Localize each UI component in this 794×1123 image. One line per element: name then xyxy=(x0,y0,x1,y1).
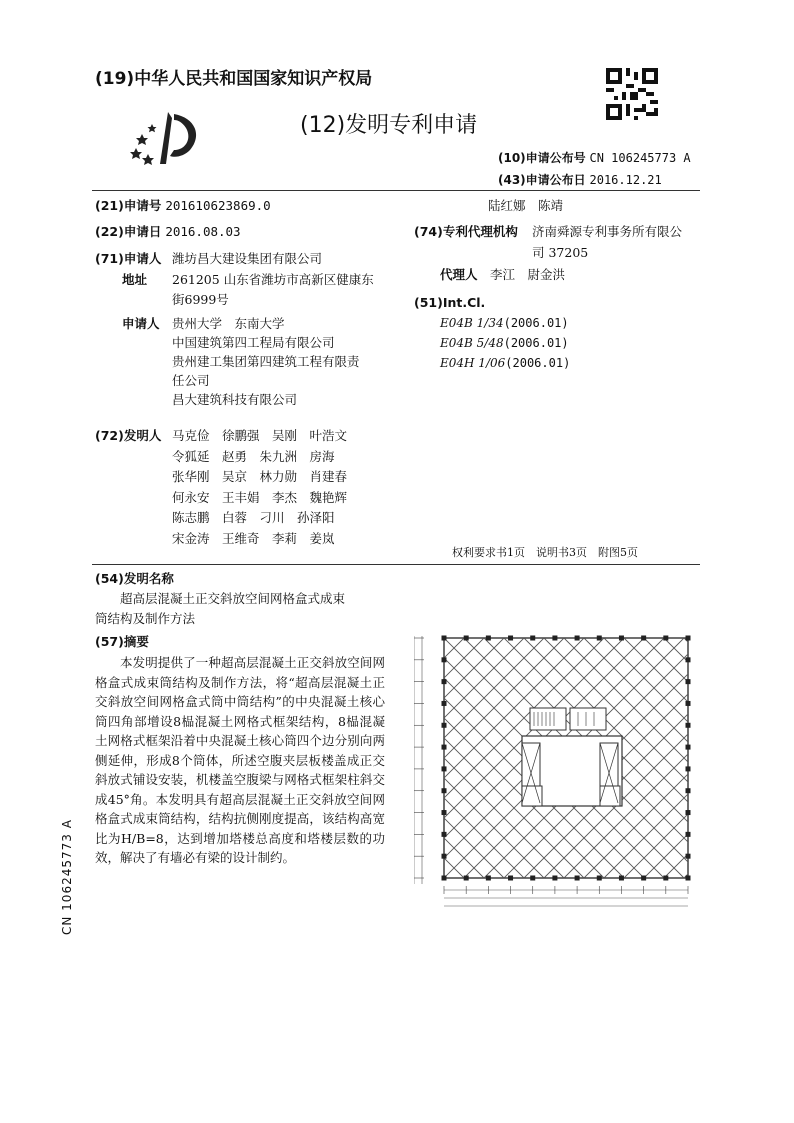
address-line-1: 261205 山东省潍坊市高新区健康东 xyxy=(172,272,374,287)
column xyxy=(686,679,691,684)
publication-number-value: CN 106245773 A xyxy=(589,151,691,165)
column xyxy=(464,636,469,641)
column xyxy=(552,876,557,881)
column xyxy=(619,636,624,641)
co-applicant-line: 任公司 xyxy=(172,373,210,388)
column xyxy=(442,876,447,881)
applicant-label: (71)申请人 xyxy=(95,251,162,266)
co-applicant-label: 申请人 xyxy=(122,316,160,331)
page-counts: 权利要求书1页 说明书3页 附图5页 xyxy=(452,546,638,559)
column xyxy=(486,876,491,881)
column xyxy=(597,876,602,881)
side-publication-number: CN 106245773 A xyxy=(60,819,74,935)
qr-code-icon xyxy=(606,68,658,120)
inventor-line: 令狐延 赵勇 朱九洲 房海 xyxy=(172,448,335,464)
column xyxy=(686,745,691,750)
column xyxy=(686,810,691,815)
inventor-line: 宋金涛 王维奇 李莉 姜岚 xyxy=(172,530,335,546)
column xyxy=(508,876,513,881)
document-type: (12)发明专利申请 xyxy=(300,113,478,138)
inventors-continued: 陆红娜 陈靖 xyxy=(488,198,564,213)
column xyxy=(686,701,691,706)
co-applicant-line: 中国建筑第四工程局有限公司 xyxy=(172,335,335,350)
inventor-label: (72)发明人 xyxy=(95,428,162,443)
column xyxy=(597,636,602,641)
inventor-list xyxy=(172,426,347,549)
floor-plan-figure xyxy=(414,628,706,912)
application-date xyxy=(95,222,241,241)
agent-label: 代理人 xyxy=(440,267,478,282)
grid-line xyxy=(704,638,706,878)
co-applicant-line: 贵州建工集团第四建筑工程有限责 xyxy=(172,354,360,369)
column xyxy=(686,832,691,837)
abstract-label: (57)摘要 xyxy=(95,634,149,649)
column xyxy=(686,854,691,859)
ipc-entry xyxy=(440,353,570,373)
publication-date xyxy=(498,171,662,188)
ipc-code: E04B 5/48 xyxy=(440,336,504,350)
ipc-year: (2006.01) xyxy=(503,316,569,330)
column xyxy=(575,876,580,881)
column xyxy=(686,766,691,771)
office-name: (19)中华人民共和国国家知识产权局 xyxy=(95,69,373,89)
ipc-year: (2006.01) xyxy=(503,336,569,350)
cnipa-logo-icon xyxy=(130,106,210,166)
ipc-code: E04B 1/34 xyxy=(440,316,504,330)
agency-label: (74)专利代理机构 xyxy=(414,224,518,239)
section-rule xyxy=(92,564,700,565)
co-applicant-line: 贵州大学 东南大学 xyxy=(172,316,285,331)
column xyxy=(686,876,691,881)
application-date-value: 2016.08.03 xyxy=(165,224,241,239)
inventor-line: 马克俭 徐鹏强 吴刚 叶浩文 xyxy=(172,428,348,443)
address-label: 地址 xyxy=(122,272,148,287)
ipc-entry xyxy=(440,313,570,333)
co-applicant-line: 昌大建筑科技有限公司 xyxy=(172,392,298,407)
column xyxy=(442,766,447,771)
abstract-body xyxy=(95,653,385,868)
inventor-line: 何永安 王丰娟 李杰 魏艳辉 xyxy=(172,489,348,505)
column xyxy=(442,679,447,684)
abstract-text: 本发明提供了一种超高层混凝土正交斜放空间网格盒式成束筒结构及制作方法，将“超高层混凝土正交斜放空间网格盒式筒中筒结构”的中央混凝土核心筒四角部增设8榀混凝土网格式框架结构，8榀混凝土网格式框架沿着中央混凝土核心筒四个边分别向两侧延伸，形成8个筒体，所述空腹夹层板楼盖成正交斜放式铺设安装，机楼盖空腹梁与网格式框架柱斜交成45°角。本发明具有超高层混凝土正交斜放空间网格盒式成束筒结构，结构抗侧刚度提高，该结构高宽比为H/B=8，达到增加塔楼总高度和塔楼层数的功效，解决了有墙必有梁的设计制约。 xyxy=(95,655,385,865)
applicant-value: 潍坊昌大建设集团有限公司 xyxy=(172,251,323,266)
application-number-label: (21)申请号 xyxy=(95,198,162,213)
column xyxy=(663,876,668,881)
column xyxy=(530,876,535,881)
column xyxy=(508,636,513,641)
ipc-label: (51)Int.Cl. xyxy=(414,295,486,310)
column xyxy=(663,636,668,641)
column xyxy=(442,832,447,837)
column xyxy=(641,636,646,641)
ipc-year: (2006.01) xyxy=(505,356,571,370)
agent-value: 李江 尉金洪 xyxy=(490,267,566,282)
ipc-entry xyxy=(440,333,570,353)
inventor-line: 张华刚 吴京 林力勋 肖建春 xyxy=(172,469,348,484)
agency-line-2: 司 37205 xyxy=(532,245,589,260)
grid-line xyxy=(414,638,444,878)
column xyxy=(575,636,580,641)
application-number-value: 201610623869.0 xyxy=(165,198,271,213)
column xyxy=(619,876,624,881)
agency-line-1: 济南舜源专利事务所有限公 xyxy=(532,224,683,239)
header-rule xyxy=(92,190,700,191)
column xyxy=(442,745,447,750)
co-applicant-list xyxy=(172,314,360,409)
column xyxy=(641,876,646,881)
publication-number-label: (10)申请公布号 xyxy=(498,151,586,165)
column xyxy=(442,854,447,859)
column xyxy=(686,723,691,728)
title-label: (54)发明名称 xyxy=(95,571,174,586)
column xyxy=(686,636,691,641)
grid-line xyxy=(414,638,424,878)
column xyxy=(486,636,491,641)
address-line-2: 街6999号 xyxy=(172,292,229,307)
ipc-list xyxy=(440,313,570,373)
column xyxy=(442,788,447,793)
column xyxy=(442,723,447,728)
publication-date-value: 2016.12.21 xyxy=(589,173,662,187)
publication-number xyxy=(498,149,691,166)
column xyxy=(442,636,447,641)
column xyxy=(442,701,447,706)
column xyxy=(686,657,691,662)
application-date-label: (22)申请日 xyxy=(95,224,162,239)
column xyxy=(464,876,469,881)
invention-title-line-2: 筒结构及制作方法 xyxy=(95,611,196,626)
publication-date-label: (43)申请公布日 xyxy=(498,173,586,187)
column xyxy=(530,636,535,641)
inventor-line: 陈志鹏 白蓉 刁川 孙泽阳 xyxy=(172,510,335,525)
ipc-code: E04H 1/06 xyxy=(440,356,506,370)
column xyxy=(552,636,557,641)
invention-title-line-1: 超高层混凝土正交斜放空间网格盒式成束 xyxy=(120,591,346,606)
application-number xyxy=(95,196,271,215)
column xyxy=(442,657,447,662)
column xyxy=(442,810,447,815)
grid-line xyxy=(414,638,444,878)
column xyxy=(686,788,691,793)
